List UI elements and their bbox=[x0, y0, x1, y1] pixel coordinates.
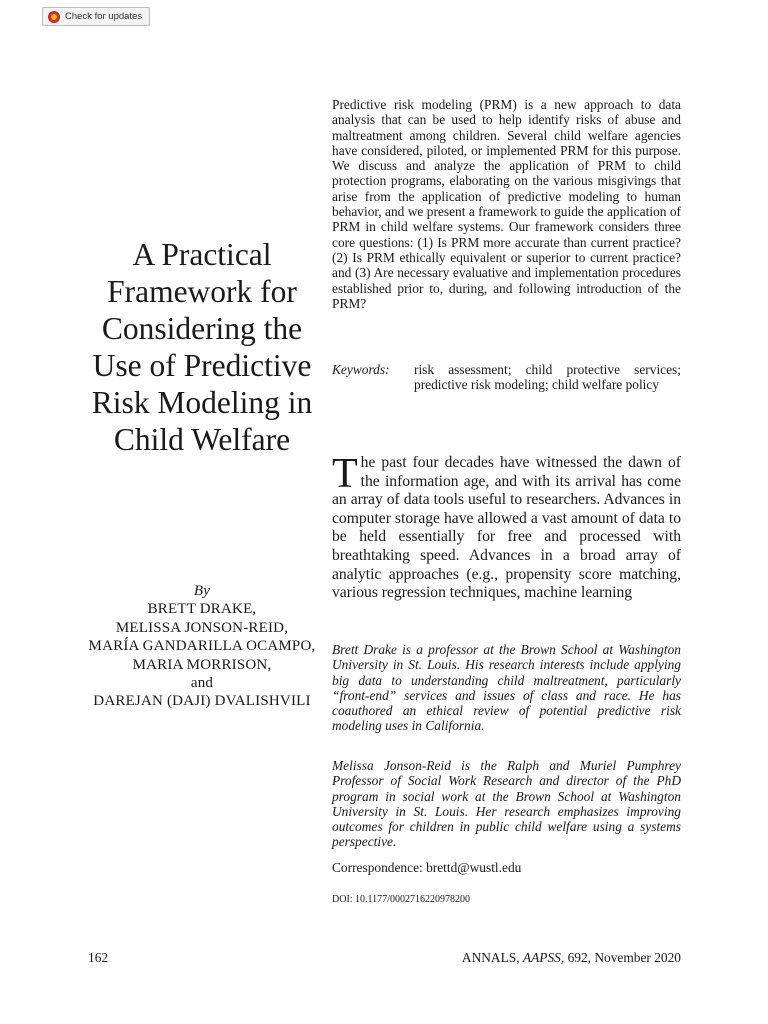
author-4: MARIA MORRISON, bbox=[132, 656, 272, 673]
author-5: DAREJAN (DAJI) DVALISHVILI bbox=[93, 693, 311, 710]
byline-and: and bbox=[190, 675, 214, 692]
journal-suffix: 692, November 2020 bbox=[567, 950, 681, 965]
check-for-updates-label: Check for updates bbox=[65, 11, 143, 22]
crossmark-icon bbox=[48, 11, 60, 23]
keywords bbox=[332, 362, 681, 393]
abstract: Predictive risk modeling (PRM) is a new approach to data analysis that can be used to help identify risks of abuse and maltreatment among children. Several child welfare agencies have considered, piloted, or implemented PRM for this purpose. We discuss and analyze the application of PRM to child protection programs, elaborating on the various misgivings that arise from the application of predictive modeling to human behavior, and we present a framework to guide the application of PRM in child welfare systems. Our framework considers three core questions: (1) Is PRM more accurate than current practice? (2) Is PRM ethically equivalent or superior to current practice? and (3) Are necessary evaluative and implementation procedures established prior to, during, and following introduction of the PRM? bbox=[332, 97, 681, 311]
article-title: A Practical Framework for Considering the Use of Predictive Risk Modeling in Child Welfare bbox=[91, 237, 313, 457]
journal-citation bbox=[462, 950, 681, 966]
author-bio-drake: Brett Drake is a professor at the Brown School at Washington University in St. Louis. His research interests include applying big data to understanding child maltreatment, particularly “front-end” services and issues of class and race. He has coauthored an ethical review of potential predictive risk modeling uses in California. bbox=[332, 642, 681, 734]
keywords-text: risk assessment; child protective services; predictive risk modeling; child welfare policy bbox=[414, 362, 681, 393]
page-number: 162 bbox=[88, 950, 109, 965]
body-text: he past four decades have witnessed the dawn of the information age, and with its arrival has come an array of data tools useful to researchers. Advances in computer storage have allowed a vast amount of data to be held essentially for free and processed with breathtaking speed. Advances in a broad array of analytic approaches (e.g., propensity score matching, various regression techniques, machine learning bbox=[332, 454, 681, 602]
author-3: MARÍA GANDARILLA OCAMPO, bbox=[88, 638, 316, 655]
journal-italic: AAPSS, bbox=[522, 950, 565, 965]
check-for-updates-button[interactable] bbox=[42, 7, 150, 26]
keywords-label: Keywords: bbox=[332, 362, 390, 377]
journal-prefix: ANNALS, bbox=[461, 950, 520, 965]
author-2: MELISSA JONSON-REID, bbox=[115, 619, 289, 636]
correspondence: Correspondence: brettd@wustl.edu bbox=[332, 860, 522, 875]
doi: DOI: 10.1177/0002716220978200 bbox=[332, 894, 470, 905]
byline bbox=[82, 582, 322, 711]
drop-cap: T bbox=[332, 451, 358, 497]
body-paragraph bbox=[332, 451, 681, 603]
byline-by: By bbox=[193, 583, 211, 599]
author-1: BRETT DRAKE, bbox=[147, 601, 257, 618]
author-bio-jonson-reid: Melissa Jonson-Reid is the Ralph and Muriel Pumphrey Professor of Social Work Research and director of the PhD program in social work at the Brown School at Washington University in St. Louis. Her research emphasizes improving outcomes for children in public child welfare using a systems perspective. bbox=[332, 758, 681, 850]
